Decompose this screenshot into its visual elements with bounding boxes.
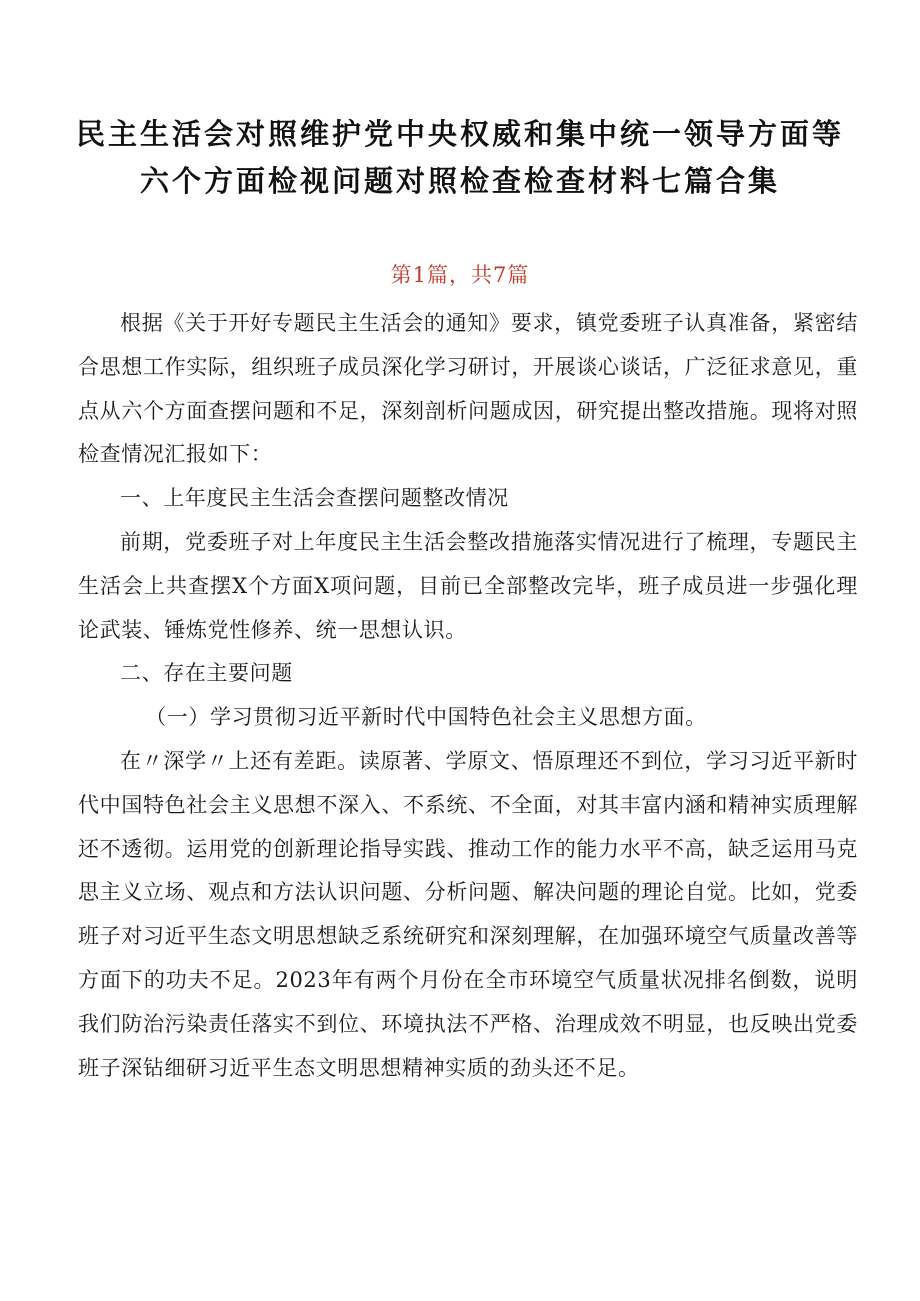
intro-paragraph: 根据《关于开好专题民主生活会的通知》要求，镇党委班子认真准备，紧密结合思想工作实际，组织班子成员深化学习研讨，开展谈心谈话，广泛征求意见，重点从六个方面查摆问题和不足，深刻剖析问题成因，研究提出整改措施。现将对照检查情况汇报如下： [78,311,858,467]
rectification-paragraph: 前期，党委班子对上年度民主生活会整改措施落实情况进行了梳理，专题民主生活会上共查摆X个方面X项问题，目前已全部整改完毕，班子成员进一步强化理论武装、锤炼党性修养、统一思想认识。 [78,529,858,642]
document-title-line-2: 六个方面检视问题对照检查检查材料七篇合集 [139,164,780,198]
part-label: 第1篇，共7篇 [390,263,530,287]
document-body [78,302,858,1090]
section-heading-1: 一、上年度民主生活会查摆问题整改情况 [120,486,509,511]
study-problem-paragraph: 在〃深学〃上还有差距。读原著、学原文、悟原理还不到位，学习习近平新时代中国特色社会主义思想不深入、不系统、不全面，对其丰富内涵和精神实质理解还不透彻。运用党的创新理论指导实践、推动工作的能力水平不高，缺乏运用马克思主义立场、观点和方法认识问题、分析问题、解决问题的理论自觉。比如，党委班子对习近平生态文明思想缺乏系统研究和深刻理解，在加强环境空气质量改善等方面下的功夫不足。2023年有两个月份在全市环境空气质量状况排名倒数，说明我们防治污染责任落实不到位、环境执法不严格、治理成效不明显，也反映出党委班子深钻细研习近平生态文明思想精神实质的劲头还不足。 [78,748,858,1080]
subsection-heading-1: （一）学习贯彻习近平新时代中国特色社会主义思想方面。 [145,705,707,730]
document-title-line-1: 民主生活会对照维护党中央权威和集中统一领导方面等 [75,117,844,151]
section-heading-2: 二、存在主要问题 [120,661,293,686]
